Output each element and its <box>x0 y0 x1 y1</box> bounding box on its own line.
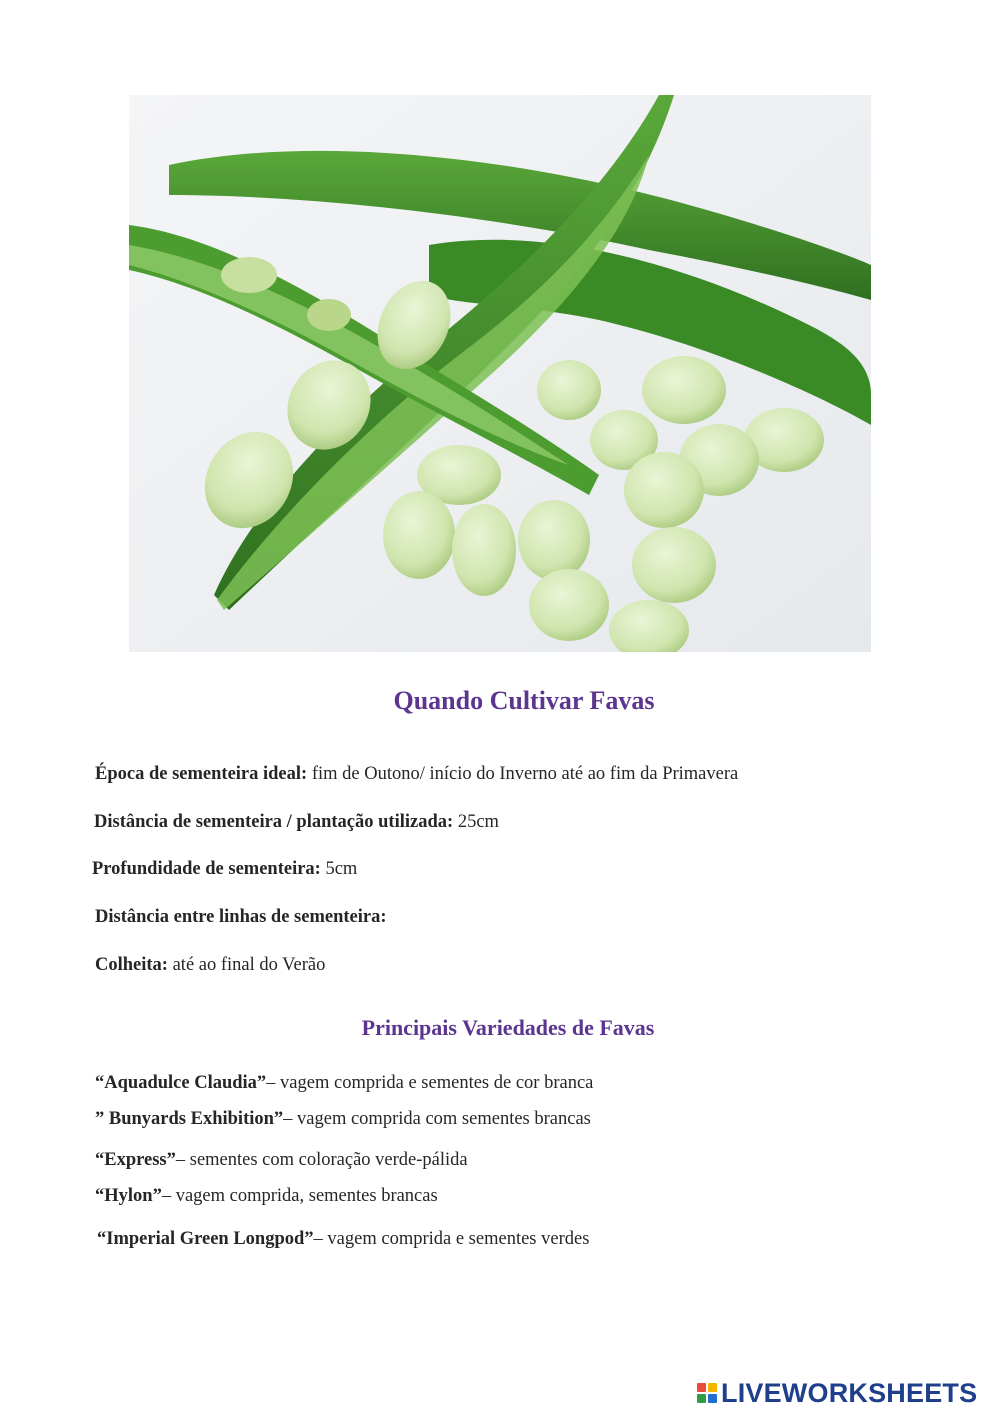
section-title-variedades: Principais Variedades de Favas <box>361 1015 655 1040</box>
info-line-epoca <box>95 763 738 785</box>
variety-name: “Aquadulce Claudia” <box>95 1073 267 1093</box>
info-value: 25cm <box>453 812 499 832</box>
fava-beans-illustration <box>129 95 871 652</box>
info-line-profundidade <box>92 858 357 880</box>
info-label: Profundidade de sementeira: <box>92 859 321 879</box>
variety-description: – sementes com coloração verde-pálida <box>175 1150 468 1170</box>
variety-description: – vagem comprida, sementes brancas <box>161 1186 438 1206</box>
variety-name: “Hylon” <box>95 1186 162 1206</box>
variety-description: – vagem comprida com sementes brancas <box>283 1109 591 1129</box>
variety-line <box>97 1228 589 1250</box>
variety-line <box>95 1072 593 1094</box>
logo-square <box>708 1383 717 1392</box>
info-label: Distância de sementeira / plantação utilizada: <box>94 812 454 832</box>
logo-square <box>697 1394 706 1403</box>
info-value: fim de Outono/ início do Inverno até ao fim da Primavera <box>307 764 739 784</box>
info-line-colheita <box>95 954 325 976</box>
info-label: Época de sementeira ideal: <box>95 764 308 784</box>
info-line-distancia <box>94 811 499 833</box>
section-title-quando-cultivar: Quando Cultivar Favas <box>393 686 655 715</box>
liveworksheets-logo-text: LIVEWORKSHEETS <box>721 1377 978 1408</box>
variety-line <box>95 1149 468 1171</box>
info-value: até ao final do Verão <box>167 955 326 975</box>
variety-name: ” Bunyards Exhibition” <box>95 1109 284 1129</box>
variety-line <box>95 1108 591 1130</box>
variety-description: – vagem comprida e sementes de cor branca <box>266 1073 594 1093</box>
fava-beans-photo <box>129 95 871 652</box>
variety-name: “Imperial Green Longpod” <box>97 1229 314 1249</box>
info-line-distancia-linhas <box>95 906 387 928</box>
variety-description: – vagem comprida e sementes verdes <box>313 1229 590 1249</box>
variety-name: “Express” <box>95 1150 176 1170</box>
logo-square <box>708 1394 717 1403</box>
liveworksheets-logo[interactable] <box>697 1378 977 1408</box>
info-value: 5cm <box>320 859 358 879</box>
info-label: Distância entre linhas de sementeira: <box>95 907 387 927</box>
logo-square <box>697 1383 706 1392</box>
liveworksheets-logo-icon <box>697 1383 717 1403</box>
info-label: Colheita: <box>95 955 168 975</box>
variety-line <box>95 1185 438 1207</box>
